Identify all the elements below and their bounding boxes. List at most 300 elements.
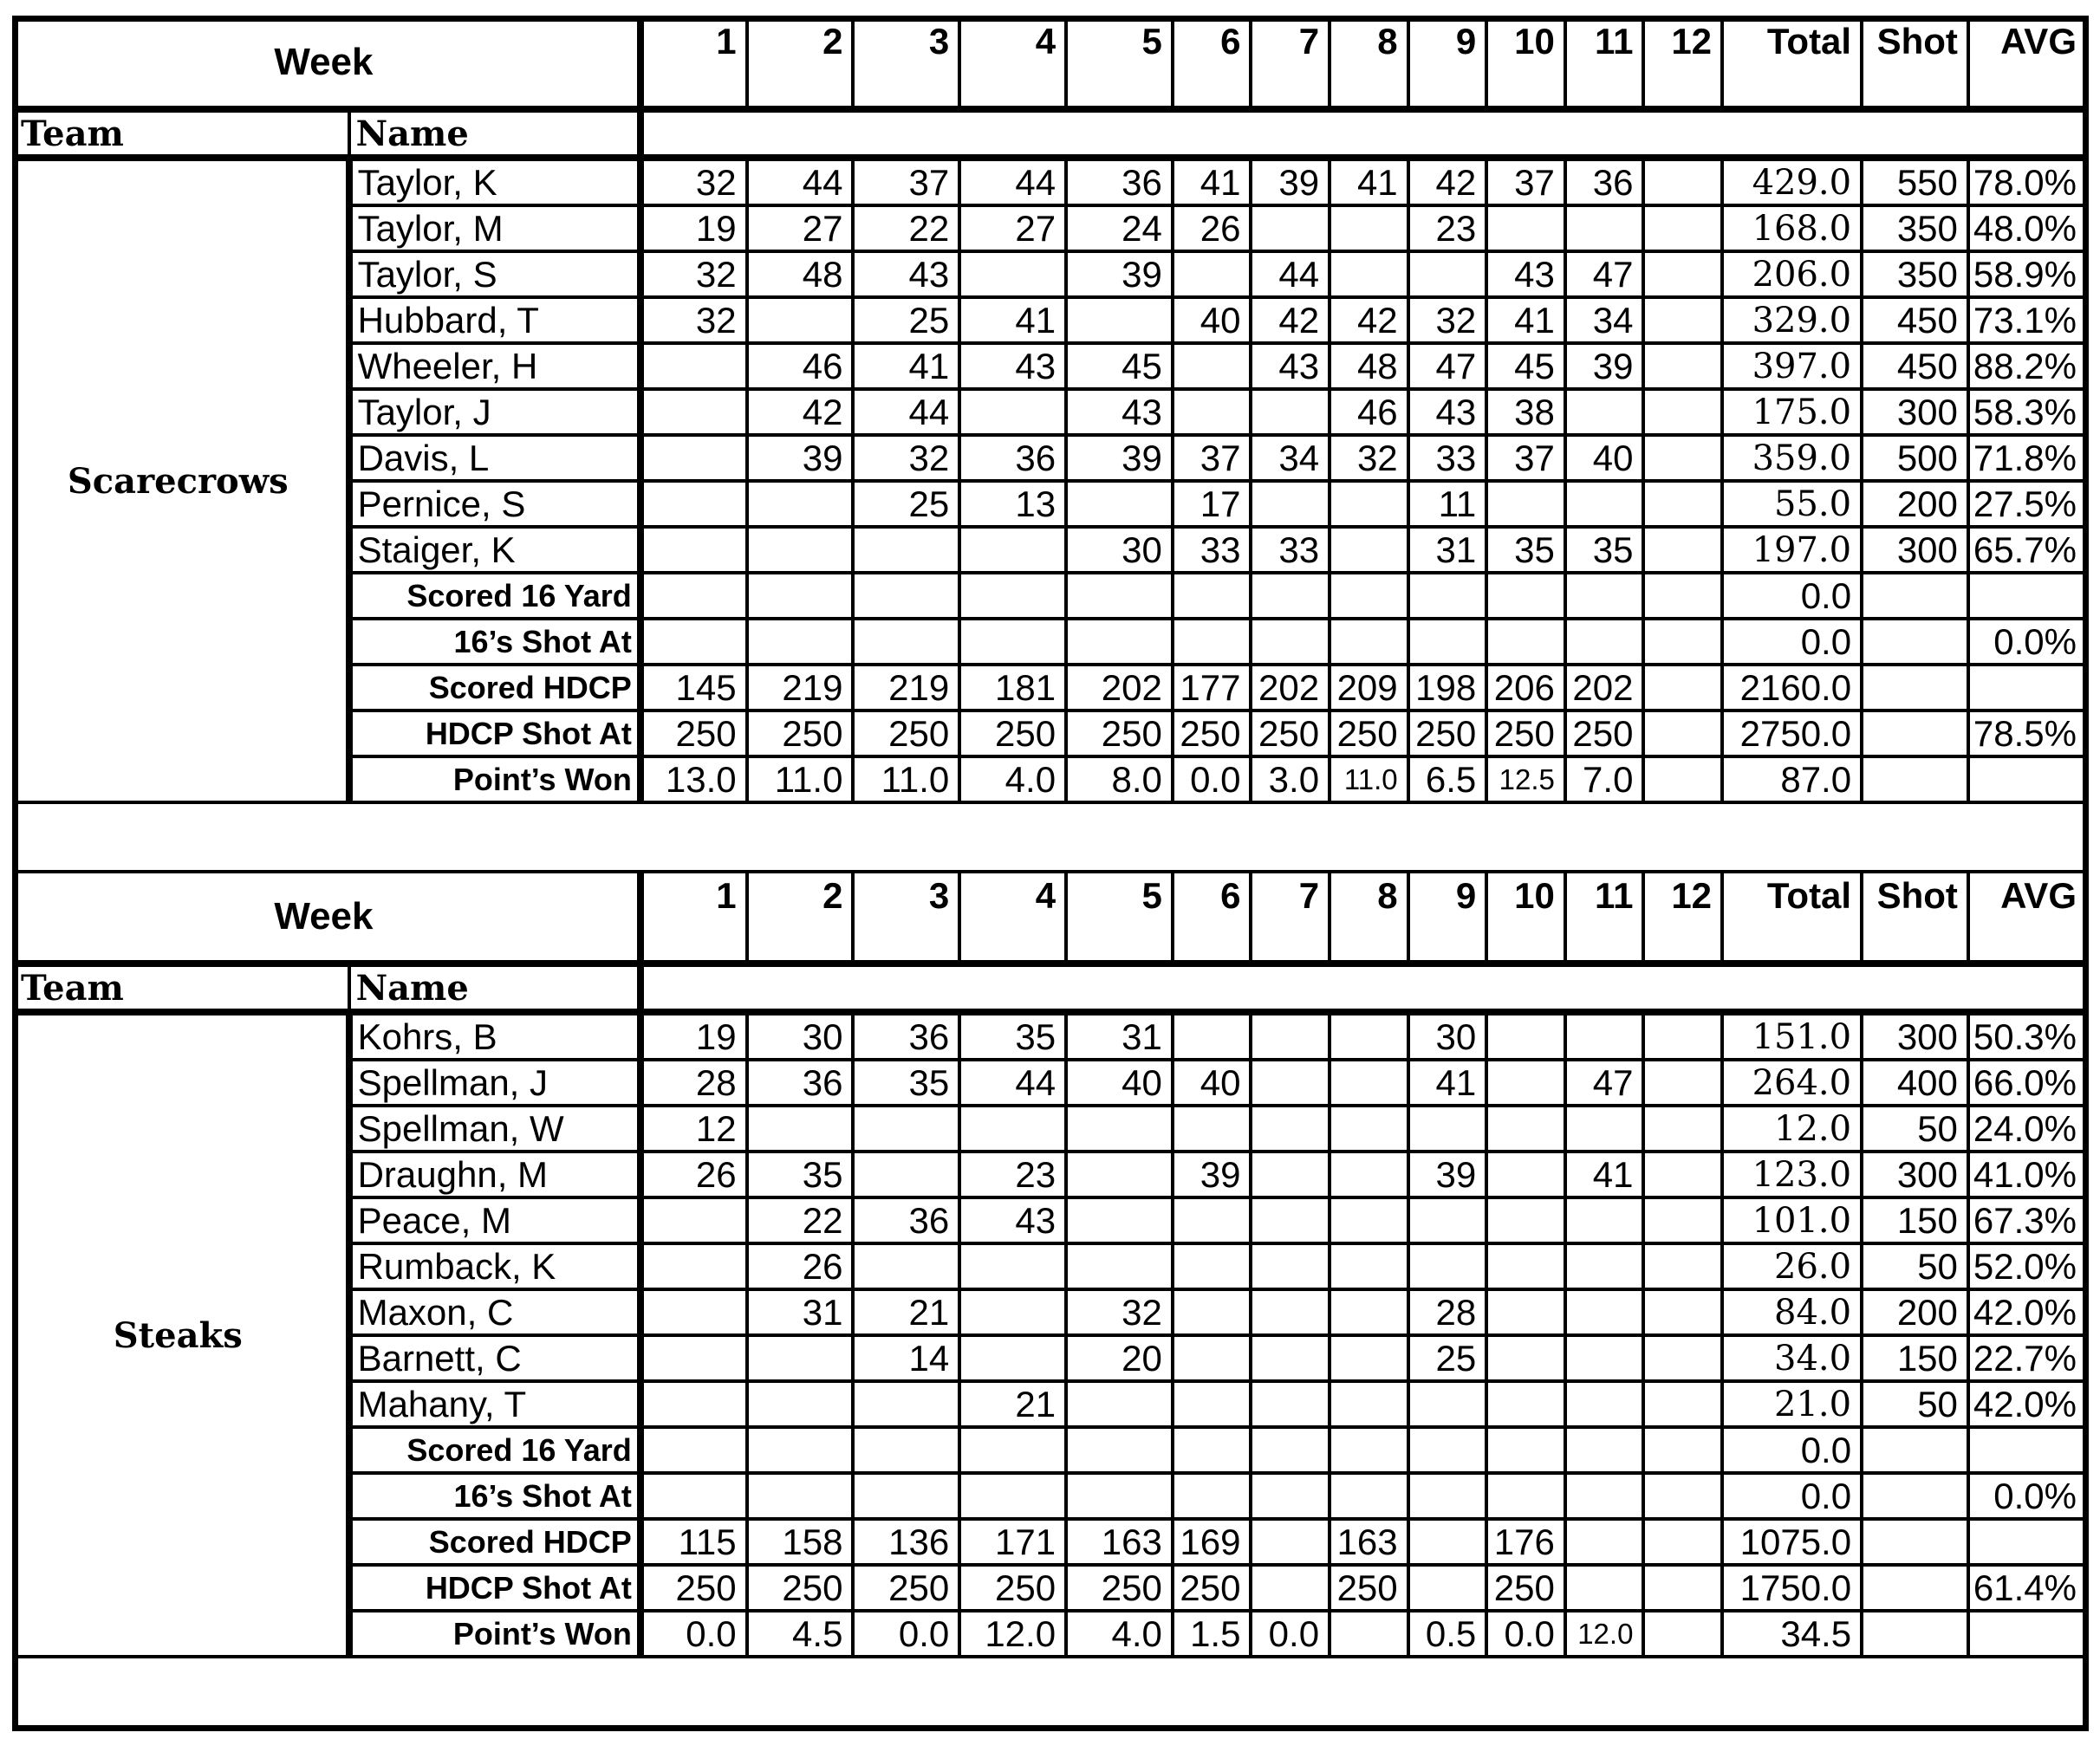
column-avg: AVG — [1968, 872, 2087, 964]
week-score — [959, 527, 1066, 573]
summary-week-value — [1565, 619, 1644, 665]
week-score — [1330, 1243, 1408, 1289]
week-score: 44 — [1251, 251, 1330, 297]
week-score: 36 — [1066, 158, 1173, 205]
week-score — [1565, 1197, 1644, 1243]
week-number: 1 — [640, 872, 747, 964]
week-score — [1486, 1289, 1565, 1335]
week-score — [747, 481, 854, 527]
player-avg: 73.1% — [1968, 297, 2087, 343]
summary-week-value: 0.0 — [1251, 1611, 1330, 1657]
summary-week-value: 4.0 — [959, 756, 1066, 802]
week-score: 41 — [1486, 297, 1565, 343]
summary-week-value — [1565, 573, 1644, 619]
week-score: 32 — [1066, 1289, 1173, 1335]
player-shot: 50 — [1862, 1243, 1968, 1289]
summary-week-value — [1408, 1473, 1487, 1519]
week-score: 39 — [1565, 343, 1644, 389]
name-column-header: Name — [349, 964, 640, 1012]
summary-week-value — [1408, 1427, 1487, 1473]
summary-total: 87.0 — [1722, 756, 1862, 802]
summary-week-value: 8.0 — [1066, 756, 1173, 802]
week-score — [1565, 389, 1644, 435]
summary-week-value — [1408, 1565, 1487, 1611]
summary-week-value — [853, 619, 959, 665]
player-shot: 450 — [1862, 297, 1968, 343]
player-avg: 52.0% — [1968, 1243, 2087, 1289]
week-number: 6 — [1173, 17, 1252, 109]
week-score — [1251, 1012, 1330, 1060]
week-number: 6 — [1173, 872, 1252, 964]
summary-week-value: 3.0 — [1251, 756, 1330, 802]
week-score — [1251, 1381, 1330, 1427]
week-score — [853, 1243, 959, 1289]
summary-avg — [1968, 756, 2087, 802]
player-total: 84.0 — [1722, 1289, 1862, 1335]
week-score: 42 — [747, 389, 854, 435]
week-score — [1251, 1106, 1330, 1152]
week-score — [1251, 1243, 1330, 1289]
week-score — [853, 1381, 959, 1427]
week-number: 2 — [747, 872, 854, 964]
summary-week-value: 250 — [1066, 1565, 1173, 1611]
summary-week-value — [1643, 619, 1722, 665]
week-score: 43 — [853, 251, 959, 297]
player-name: Maxon, C — [349, 1289, 640, 1335]
summary-week-value — [1486, 1473, 1565, 1519]
summary-total: 2160.0 — [1722, 665, 1862, 711]
summary-week-value: 7.0 — [1565, 756, 1644, 802]
player-shot: 150 — [1862, 1197, 1968, 1243]
player-avg: 65.7% — [1968, 527, 2087, 573]
player-shot: 150 — [1862, 1335, 1968, 1381]
summary-label: Point’s Won — [349, 756, 640, 802]
player-avg: 22.7% — [1968, 1335, 2087, 1381]
week-score: 32 — [640, 297, 747, 343]
week-score: 32 — [1408, 297, 1487, 343]
player-row — [14, 158, 2087, 205]
week-score — [1173, 1381, 1252, 1427]
header-blank — [640, 109, 2087, 158]
summary-avg — [1968, 1519, 2087, 1565]
week-number: 5 — [1066, 17, 1173, 109]
player-shot: 300 — [1862, 389, 1968, 435]
week-score: 19 — [640, 1012, 747, 1060]
week-score — [640, 1289, 747, 1335]
week-score — [1643, 1381, 1722, 1427]
player-shot: 350 — [1862, 251, 1968, 297]
week-score — [1643, 1243, 1722, 1289]
summary-avg: 78.5% — [1968, 711, 2087, 756]
summary-week-value: 0.0 — [853, 1611, 959, 1657]
summary-week-value: 250 — [640, 711, 747, 756]
week-score: 21 — [959, 1381, 1066, 1427]
summary-week-value: 250 — [1408, 711, 1487, 756]
summary-week-value: 250 — [1486, 711, 1565, 756]
summary-avg — [1968, 1611, 2087, 1657]
summary-week-value: 209 — [1330, 665, 1408, 711]
team-name-header-row — [14, 964, 2087, 1012]
week-score — [1643, 389, 1722, 435]
week-score: 44 — [853, 389, 959, 435]
summary-week-value: 4.0 — [1066, 1611, 1173, 1657]
week-score — [1643, 158, 1722, 205]
summary-week-value — [747, 1427, 854, 1473]
summary-week-value: 250 — [1251, 711, 1330, 756]
week-score: 36 — [853, 1012, 959, 1060]
week-score: 26 — [640, 1152, 747, 1197]
week-number: 9 — [1408, 872, 1487, 964]
week-score — [1251, 1289, 1330, 1335]
summary-week-value: 169 — [1173, 1519, 1252, 1565]
summary-week-value: 250 — [1173, 1565, 1252, 1611]
summary-week-value — [1643, 1519, 1722, 1565]
summary-week-value — [1251, 1427, 1330, 1473]
week-score: 23 — [1408, 205, 1487, 251]
week-score: 40 — [1565, 435, 1644, 481]
player-avg: 78.0% — [1968, 158, 2087, 205]
summary-week-value: 250 — [853, 1565, 959, 1611]
summary-avg: 61.4% — [1968, 1565, 2087, 1611]
week-score — [1251, 1335, 1330, 1381]
summary-week-value — [1173, 1473, 1252, 1519]
week-score — [640, 343, 747, 389]
week-number: 3 — [853, 872, 959, 964]
summary-week-value: 11.0 — [747, 756, 854, 802]
summary-week-value — [1251, 619, 1330, 665]
player-row — [14, 1012, 2087, 1060]
player-shot: 50 — [1862, 1106, 1968, 1152]
week-score — [1251, 205, 1330, 251]
week-score — [640, 1197, 747, 1243]
player-avg: 58.9% — [1968, 251, 2087, 297]
player-total: 329.0 — [1722, 297, 1862, 343]
summary-week-value — [1408, 1519, 1487, 1565]
summary-week-value — [853, 573, 959, 619]
summary-week-value: 163 — [1330, 1519, 1408, 1565]
week-score: 37 — [1486, 435, 1565, 481]
summary-week-value — [853, 1427, 959, 1473]
summary-week-value — [1066, 1427, 1173, 1473]
summary-week-value — [959, 1473, 1066, 1519]
week-label: Week — [14, 17, 640, 109]
summary-week-value: 12.0 — [959, 1611, 1066, 1657]
week-score: 41 — [959, 297, 1066, 343]
column-avg: AVG — [1968, 17, 2087, 109]
player-shot: 400 — [1862, 1060, 1968, 1106]
week-score — [1565, 1289, 1644, 1335]
player-avg: 67.3% — [1968, 1197, 2087, 1243]
summary-week-value: 202 — [1565, 665, 1644, 711]
week-score — [1066, 1243, 1173, 1289]
player-total: 101.0 — [1722, 1197, 1862, 1243]
week-score — [1173, 343, 1252, 389]
player-total: 55.0 — [1722, 481, 1862, 527]
week-score — [959, 1243, 1066, 1289]
summary-week-value: 181 — [959, 665, 1066, 711]
player-name: Draughn, M — [349, 1152, 640, 1197]
week-score: 35 — [1486, 527, 1565, 573]
team-column-header: Team — [14, 109, 349, 158]
week-score: 21 — [853, 1289, 959, 1335]
player-shot: 450 — [1862, 343, 1968, 389]
week-score: 42 — [1408, 158, 1487, 205]
summary-shot — [1862, 665, 1968, 711]
summary-week-value — [1330, 573, 1408, 619]
summary-week-value: 0.5 — [1408, 1611, 1487, 1657]
summary-week-value — [1173, 573, 1252, 619]
week-score — [1330, 481, 1408, 527]
week-score: 40 — [1173, 297, 1252, 343]
week-score — [1408, 1197, 1487, 1243]
week-score: 30 — [1408, 1012, 1487, 1060]
week-number: 1 — [640, 17, 747, 109]
week-score — [1408, 1381, 1487, 1427]
week-score: 47 — [1565, 251, 1644, 297]
week-score: 37 — [1173, 435, 1252, 481]
summary-week-value — [747, 1473, 854, 1519]
player-total: 168.0 — [1722, 205, 1862, 251]
week-score — [1173, 1197, 1252, 1243]
week-score: 35 — [853, 1060, 959, 1106]
week-score — [1066, 1381, 1173, 1427]
summary-week-value — [1330, 1473, 1408, 1519]
week-score — [1330, 1060, 1408, 1106]
week-score: 35 — [747, 1152, 854, 1197]
summary-week-value: 250 — [747, 1565, 854, 1611]
summary-week-value: 4.5 — [747, 1611, 854, 1657]
summary-total: 34.5 — [1722, 1611, 1862, 1657]
week-score: 26 — [747, 1243, 854, 1289]
week-score — [1173, 1243, 1252, 1289]
week-score — [959, 1106, 1066, 1152]
player-name: Peace, M — [349, 1197, 640, 1243]
team-name: Steaks — [14, 1012, 349, 1657]
summary-week-value: 171 — [959, 1519, 1066, 1565]
player-shot: 200 — [1862, 1289, 1968, 1335]
summary-total: 1750.0 — [1722, 1565, 1862, 1611]
week-score — [640, 389, 747, 435]
week-score — [747, 1381, 854, 1427]
player-total: 264.0 — [1722, 1060, 1862, 1106]
column-total: Total — [1722, 872, 1862, 964]
summary-week-value: 250 — [1066, 711, 1173, 756]
week-number: 8 — [1330, 872, 1408, 964]
summary-label: HDCP Shot At — [349, 711, 640, 756]
player-avg: 66.0% — [1968, 1060, 2087, 1106]
week-score — [1486, 1335, 1565, 1381]
week-score: 43 — [1251, 343, 1330, 389]
week-score — [1486, 481, 1565, 527]
week-score: 30 — [747, 1012, 854, 1060]
team-table — [12, 870, 2089, 1658]
summary-shot — [1862, 711, 1968, 756]
summary-week-value: 11.0 — [853, 756, 959, 802]
summary-week-value: 250 — [959, 1565, 1066, 1611]
player-name: Spellman, W — [349, 1106, 640, 1152]
summary-label: Point’s Won — [349, 1611, 640, 1657]
summary-label: HDCP Shot At — [349, 1565, 640, 1611]
week-score: 48 — [747, 251, 854, 297]
player-total: 12.0 — [1722, 1106, 1862, 1152]
week-score: 31 — [747, 1289, 854, 1335]
week-score — [1565, 1106, 1644, 1152]
week-score — [1643, 1012, 1722, 1060]
summary-week-value — [1643, 573, 1722, 619]
week-score — [640, 1335, 747, 1381]
week-score: 41 — [1565, 1152, 1644, 1197]
week-score — [1251, 1060, 1330, 1106]
week-score — [1486, 1243, 1565, 1289]
week-score — [1330, 1335, 1408, 1381]
name-column-header: Name — [349, 109, 640, 158]
team-name-header-row — [14, 109, 2087, 158]
week-score — [1408, 1243, 1487, 1289]
week-score — [1330, 251, 1408, 297]
week-score — [1408, 1106, 1487, 1152]
week-score — [1643, 1060, 1722, 1106]
summary-week-value: 202 — [1066, 665, 1173, 711]
week-score — [1330, 1152, 1408, 1197]
week-score: 39 — [1066, 435, 1173, 481]
player-shot: 50 — [1862, 1381, 1968, 1427]
player-total: 123.0 — [1722, 1152, 1862, 1197]
week-score: 32 — [1330, 435, 1408, 481]
player-avg: 41.0% — [1968, 1152, 2087, 1197]
summary-week-value — [1173, 619, 1252, 665]
summary-week-value: 250 — [853, 711, 959, 756]
player-name: Hubbard, T — [349, 297, 640, 343]
summary-week-value — [747, 619, 854, 665]
player-name: Kohrs, B — [349, 1012, 640, 1060]
summary-avg — [1968, 665, 2087, 711]
week-score — [1486, 1152, 1565, 1197]
summary-week-value: 0.0 — [1173, 756, 1252, 802]
summary-week-value — [1330, 1427, 1408, 1473]
summary-week-value — [1643, 1427, 1722, 1473]
summary-week-value: 198 — [1408, 665, 1487, 711]
week-score: 47 — [1408, 343, 1487, 389]
player-avg: 88.2% — [1968, 343, 2087, 389]
week-score: 33 — [1251, 527, 1330, 573]
week-number: 11 — [1565, 872, 1644, 964]
week-score — [1565, 1335, 1644, 1381]
week-score: 33 — [1173, 527, 1252, 573]
week-score — [1330, 1106, 1408, 1152]
summary-week-value: 145 — [640, 665, 747, 711]
player-name: Taylor, S — [349, 251, 640, 297]
summary-week-value: 6.5 — [1408, 756, 1487, 802]
week-score: 13 — [959, 481, 1066, 527]
summary-week-value — [1251, 1473, 1330, 1519]
week-score — [1251, 1152, 1330, 1197]
player-name: Rumback, K — [349, 1243, 640, 1289]
week-number: 7 — [1251, 17, 1330, 109]
week-score: 41 — [853, 343, 959, 389]
week-score: 14 — [853, 1335, 959, 1381]
summary-week-value: 250 — [959, 711, 1066, 756]
player-total: 429.0 — [1722, 158, 1862, 205]
week-score — [1643, 297, 1722, 343]
team-name: Scarecrows — [14, 158, 349, 802]
week-score — [640, 1381, 747, 1427]
summary-week-value — [1173, 1427, 1252, 1473]
week-score: 34 — [1251, 435, 1330, 481]
summary-week-value: 206 — [1486, 665, 1565, 711]
column-shot: Shot — [1862, 872, 1968, 964]
summary-week-value — [1066, 573, 1173, 619]
summary-week-value — [1251, 1519, 1330, 1565]
week-score: 41 — [1408, 1060, 1487, 1106]
week-score: 22 — [853, 205, 959, 251]
week-score: 44 — [959, 1060, 1066, 1106]
week-score — [959, 1335, 1066, 1381]
week-score: 43 — [1066, 389, 1173, 435]
summary-avg: 0.0% — [1968, 1473, 2087, 1519]
week-score — [1251, 481, 1330, 527]
week-score — [1251, 1197, 1330, 1243]
week-score: 39 — [1251, 158, 1330, 205]
player-shot: 300 — [1862, 1012, 1968, 1060]
summary-label: 16’s Shot At — [349, 619, 640, 665]
summary-week-value — [1643, 1473, 1722, 1519]
player-total: 26.0 — [1722, 1243, 1862, 1289]
week-score: 12 — [640, 1106, 747, 1152]
week-score — [1643, 251, 1722, 297]
summary-week-value — [640, 573, 747, 619]
summary-avg — [1968, 1427, 2087, 1473]
summary-week-value — [959, 619, 1066, 665]
week-score: 23 — [959, 1152, 1066, 1197]
week-score — [1643, 1335, 1722, 1381]
summary-week-value — [640, 1473, 747, 1519]
week-score — [1173, 251, 1252, 297]
week-score: 11 — [1408, 481, 1487, 527]
summary-week-value: 136 — [853, 1519, 959, 1565]
player-avg: 58.3% — [1968, 389, 2087, 435]
player-avg: 27.5% — [1968, 481, 2087, 527]
summary-avg: 0.0% — [1968, 619, 2087, 665]
player-shot: 500 — [1862, 435, 1968, 481]
summary-week-value — [1408, 619, 1487, 665]
week-label: Week — [14, 872, 640, 964]
summary-week-value — [959, 573, 1066, 619]
player-name: Taylor, M — [349, 205, 640, 251]
player-name: Wheeler, H — [349, 343, 640, 389]
week-score — [959, 251, 1066, 297]
summary-week-value: 12.5 — [1486, 756, 1565, 802]
summary-week-value: 177 — [1173, 665, 1252, 711]
week-score: 40 — [1066, 1060, 1173, 1106]
player-name: Staiger, K — [349, 527, 640, 573]
week-score: 27 — [959, 205, 1066, 251]
team-table — [12, 16, 2089, 804]
week-number: 12 — [1643, 17, 1722, 109]
week-number: 4 — [959, 17, 1066, 109]
summary-total: 1075.0 — [1722, 1519, 1862, 1565]
summary-week-value: 219 — [747, 665, 854, 711]
summary-week-value — [1643, 1611, 1722, 1657]
week-score — [1643, 1197, 1722, 1243]
week-score: 39 — [747, 435, 854, 481]
week-score: 33 — [1408, 435, 1487, 481]
week-score: 24 — [1066, 205, 1173, 251]
summary-week-value — [1486, 573, 1565, 619]
player-total: 206.0 — [1722, 251, 1862, 297]
week-score: 39 — [1408, 1152, 1487, 1197]
week-header-row — [14, 17, 2087, 109]
summary-week-value — [1066, 619, 1173, 665]
